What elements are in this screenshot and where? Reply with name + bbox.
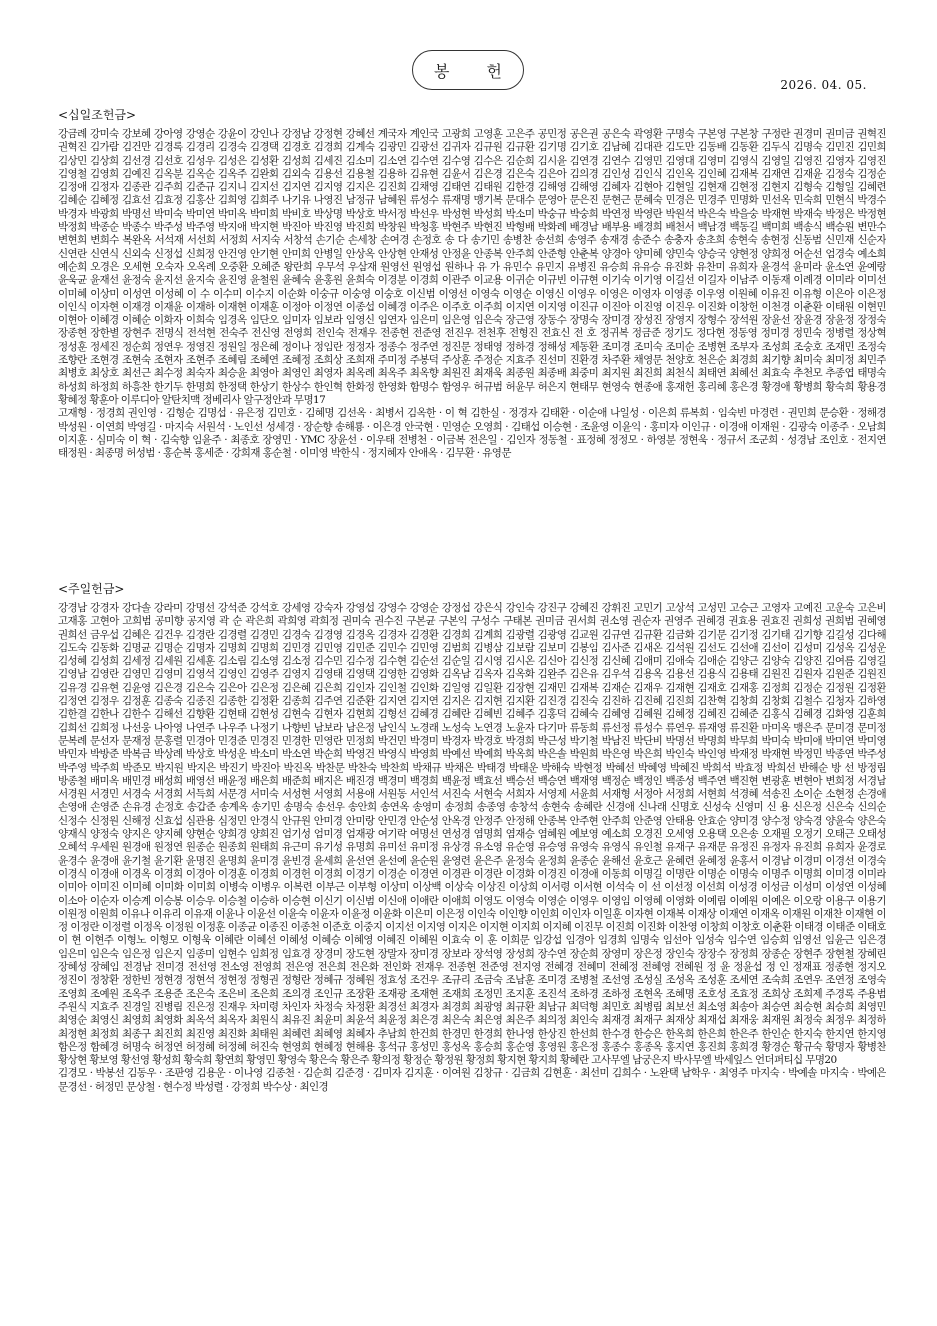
page-title: 봉 헌 — [412, 50, 524, 90]
tithe-couple-names: 고재형 · 정경희 권인영 · 김형순 김명섭 · 유은정 김민호 · 김혜명 김선옥 · 최병서 김옥한 · 이 혁 김한실 · 정경자 김태환 · 이순애 나일성 · 이은희 류복희 · 임숙빈 마경련 · 권민희 문승환 · 정해경 박성원 · 이연희 박영길 · 마지숙 서원석 · 노인선 성세경 · 장순향 송해룡 · 이은경 안국현 · 민영순 오영희 · 김태섭 이승현 · 조윤영 이윤익 · 홍미자 이인규 · 이경애 이재원 · 김광숙 이종주 · 오남희 이지훈 · 심미숙 이 혁 · 김숙향 임윤주 · 최종호 장영민 · YMC 장윤선 · 이우태 전병천 · 이금복 전은일 · 김인자 정동철 · 표정혜 정정모 · 하영분 정현욱 · 정규서 조군희 · 성경남 조인호 · 전지연 태정원 · 최종명 허성범 · 홍순복 홍세준 · 강희재 홍순철 · 이미영 박한식 · 정지혜자 안애옥 · 김무환 · 유영문 — [58, 407, 886, 460]
report-date: 2026. 04. 05. — [780, 78, 867, 92]
sunday-couple-names: 김경모 · 박봉선 김동우 · 조판영 김용운 · 이나영 김종천 · 김순희 김준경 · 김미자 김지훈 · 이여원 김창규 · 김금희 김현훈 · 최선미 김희수 · 노완택 남학우 · 최영주 마지숙 · 박예솔 마지숙 · 박예은 문경선 · 허정민 문상철 · 현수정 박성렬 · 강정희 박수상 · 최인경 — [58, 1067, 886, 1093]
section-title-tithe: <십일조헌금> — [58, 108, 137, 122]
sunday-names: 강경남 강경자 강다솔 강라미 강명선 강석준 강석호 강세영 강숙자 강영섭 강영수 강영순 강정섭 강은식 강인숙 강진구 강혜진 강휘진 고민기 고상석 고성민 고승근 고영자 고예진 고운숙 고은비 고재홍 고현아 고희범 공미향 공지영 곽 순 곽은희 곽희영 곽희정 권미숙 권수진 구본균 구본익 구성수 구태본 권미금 권서희 권소영 권순자 권영주 권혜경 권효용 권효진 권희성 권희범 권혜영 권희선 금우섭 김혜은 김건우 김경란 김경렬 김경민 김경숙 김경영 김경옥 김경자 김경환 김경희 김계희 김광렬 김광영 김교원 김규연 김규환 김금화 김기문 김기정 김기태 김기향 김길성 김다해 김도숙 김동화 김명균 김명순 김명자 김명희 김명희 김민경 김민영 김민준 김민수 김민영 김범희 김병삼 김보람 김보미 김봉임 김사준 김새온 김석원 김선도 김선애 김선이 김성미 김성옥 김성운 김성혜 김성희 김세정 김세원 김세훈 김소림 김소영 김소정 김수민 김수정 김수현 김순선 김순일 김시영 김시온 김신아 김신정 김신혜 김애미 김애숙 김애순 김양근 김양숙 김양진 김여름 김영길 김영남 김영란 김영민 김영미 김영석 김영인 김영주 김영지 김영태 김영택 김영한 김영화 김옥남 김옥자 김옥화 김완주 김은유 김우석 김용옥 김용선 김용식 김용태 김원진 김원자 김원준 김원진 김유경 김유현 김윤영 김은경 김은숙 김은아 김은정 김은혜 김은희 김인자 김인철 김인화 김일영 김일환 김장현 김재민 김재복 김재순 김재우 김재현 김재호 김재홍 김정희 김정순 김정원 김정환 김정연 김정우 김정훈 김종숙 김종진 김종한 김정환 김종희 김주연 김준환 김지연 김지연 김지은 김지현 김지환 김진경 김진숙 김진하 김진혜 김진희 김찬혁 김창희 김창회 김철수 김청자 김하영 김한결 김한나 김한수 김해선 김향환 김현태 김현성 김현숙 김현자 김현희 김형선 김혜경 김혜란 김혜빈 김혜주 김홍덕 김혜숙 김혜영 김혜원 김혜정 김혜진 김혜준 김홍식 김혜경 김화영 김훈희 김희선 김희정 나선웅 나아영 나연주 나우주 나정기 나향빈 남보라 남은정 남인식 노경래 노성숙 노연경 노윤자 다기마 류동희 류선정 류성수 류연우 류재영 류진환 마미옥 맹은주 문미경 문미정 문복례 문선자 문재정 문홍렬 민경아 민경준 민경진 민경한 민영란 민정희 박건민 박경미 박경자 박경호 박경희 박근성 박기철 박남진 박단비 박명선 박명희 박무희 박미숙 박미애 박미연 박미영 박민자 박방준 박복금 박상례 박상호 박성운 박소미 박소연 박순희 박영건 박영식 박영희 박예선 박예희 박옥희 박은솔 박원희 박은영 박은희 박인숙 박인영 박재정 박재현 박정민 박종연 박주성 박주영 박주희 박준모 박지원 박지은 박진기 박진아 박진옥 박찬문 박찬숙 박찬희 박채규 박채은 박태경 박태운 박해숙 박현정 박혜선 박혜영 박혜진 박희석 박효정 박희선 반해순 방 선 방정림 방종철 배미옥 배민경 배성희 배영선 배윤정 배은희 배준희 배지은 배진경 백경미 백경희 백윤정 백효선 백승선 백승연 백재영 백정순 백정인 백종성 백주연 백진현 변광훈 변현아 변희정 서경남 서경원 서경민 서경숙 서경희 서득희 서문경 서미숙 서성현 서영희 서용애 서원동 서인석 서진숙 서현숙 서희자 서영제 서윤희 서재형 서정아 서정희 서현희 석경혜 석송진 소이순 소현정 손경애 손영애 손영준 손유경 손정호 송갑준 송계옥 송기민 송명숙 송선우 송안희 송연옥 송영미 송정희 송종영 송창석 송현숙 송혜란 신경애 신나래 신명호 신성숙 신영미 신 용 신은정 신은숙 신의순 신정수 신정원 신해정 신효섭 심관용 심정민 안경식 안규원 안미경 안미랑 안민경 안순성 안옥경 안정주 안정해 안종복 안주현 안주희 안준영 안태용 안효순 양미경 양수정 양숙경 양윤숙 양은숙 양재식 양정숙 양지은 양지혜 양현순 양희경 양희진 엄기성 엄미경 엄재광 여기락 여명선 연성경 염명희 염재승 염혜원 예보영 예소희 오경진 오세영 오용택 오은송 오재필 오정기 오태근 오태성 오혜석 우세원 원경애 원정연 원종순 원종희 원태희 유근미 유기성 유명희 유미선 유미정 유상경 유소영 유순영 유승영 유영숙 유영식 유인철 유재구 유재문 유정진 유정자 유진희 유희자 윤경로 윤경수 윤경애 윤기철 윤기환 윤명진 윤명희 윤미경 윤빈경 윤세희 윤선연 윤선예 윤순원 윤영련 윤은주 윤정숙 윤정희 윤종순 윤해선 윤호근 윤혜련 윤혜정 윤홍서 이경남 이경미 이경선 이경숙 이경식 이경애 이경옥 이경희 이경아 이경훈 이경희 이경헌 이경희 이경기 이경순 이경연 이경관 이경란 이경화 이경진 이경애 이동희 이명길 이명란 이명순 이명숙 이명주 이명희 이미경 이미라 이미아 이미진 이미혜 이미화 이미희 이병숙 이병우 이복련 이부근 이부형 이상미 이상백 이상숙 이상진 이상희 이서령 이서현 이석숙 이 선 이선정 이선희 이성경 이성금 이성미 이성연 이성혜 이소아 이순자 이승계 이승봉 이승우 이승철 이승하 이승현 이신기 이신범 이신애 이애란 이애희 이영도 이영숙 이영순 이영우 이영임 이영혜 이영화 이예림 이예원 이예은 이오랑 이용구 이용기 이원정 이원희 이유나 이유리 이유재 이윤나 이윤선 이윤숙 이윤자 이윤정 이윤화 이은미 이은정 이인숙 이인향 이인희 이인자 이일훈 이자현 이재복 이재상 이재연 이재옥 이재원 이재찬 이재현 이 정 이정란 이정렬 이정옥 이정원 이정훈 이종균 이종진 이종천 이준호 이중지 이지선 이지영 이지은 이지현 이지희 이지혜 이진무 이진희 이진화 이찬영 이창희 이창호 이춘환 이태경 이태준 이태호 이 현 이현주 이형노 이형모 이형욱 이혜란 이혜선 이혜성 이혜승 이혜영 이혜진 이혜원 이효숙 이 훈 이희문 임강섭 임경아 임경희 임명숙 임선아 임성숙 임수연 임승희 임영선 임윤근 임은경 임은미 임은숙 임은정 임은지 임종미 임현수 임희정 임효경 장경미 장도현 장말자 장미경 장보라 장석영 장성희 장수연 장순희 장영미 장은정 장인숙 장장수 장정희 장종순 장현주 장현철 장혜린 장혜성 장혜임 전경남 전미경 전선영 전소영 전영희 전은영 전은희 전은화 전인화 전재우 전종현 전준영 전지영 전혜경 전혜미 전혜정 전혜영 전혜원 정 윤 정윤섭 정 인 정재표 정종현 정지오 정진이 정창환 정한빈 정현경 정현석 정현정 정형권 정형란 정혜규 정혜원 정효성 조건우 조규리 조금숙 조남훈 조미경 조병철 조선영 조성실 조성옥 조성훈 조세연 조숙희 조연우 조연정 조영숙 조영희 조예원 조옥주 조용준 조은숙 조은비 조은희 조의경 조인규 조장환 조재광 조재현 조재희 조정민 조지훈 조진석 조하경 조하정 조현옥 조혜명 조호성 조효정 조희상 조희제 주경록 주용범 주원식 지효주 진경일 진병림 진은정 진재우 차미령 차인자 차정숙 차정환 최경선 최경자 최경희 최광영 최규환 최남규 최덕형 최민호 최병림 최보선 최소영 최송아 최승연 최승현 최승희 최영민 최영순 최영신 최영희 최영화 최옥석 최옥자 최원식 최유진 최윤미 최윤석 최윤정 최은경 최은숙 최은영 최은주 최의정 최인숙 최재경 최재구 최재상 최재섭 최재웅 최재원 최정숙 최정우 최정하 최정현 최정희 최종구 최진희 최진영 최진화 최태원 최혜련 최혜영 최혜자 추남희 한건희 한경민 한경희 한나영 한상진 한선희 한수경 한승은 한옥희 한은희 한은주 한인순 한지숙 한지연 한지영 함은정 함혜경 허명숙 허정연 허정혜 허정혜 허진숙 현영희 현혜정 현해용 홍석규 홍성민 홍성옥 홍승희 홍순영 홍영원 홍은정 홍종수 홍종옥 홍지연 홍진희 홍희경 황경순 황규숙 황명자 황병찬 황상현 황보영 황선영 황성희 황숙희 황연희 황영민 황영숙 황은숙 황은주 황의정 황정순 황정원 황정희 황지현 황지희 황혜란 고사무엘 남궁은지 박사무엘 박세잎스 언더퍼티십 무명20 — [58, 602, 886, 1067]
section-title-sunday: <주일헌금> — [58, 582, 125, 596]
tithe-names: 강금례 강미숙 강보혜 강아영 강영순 강윤이 강인나 강정남 강정현 강혜선 계국자 계인국 고광희 고영훈 고은주 공민정 공은권 공은숙 곽영환 구명숙 구본영 구본창 구정란 권경미 권미금 권혁진 권혁진 김가람 김건만 김경록 김경리 김경숙 김경택 김경호 김경희 김계숙 김광민 김광선 김귀자 김규원 김규환 김기명 김기호 김남혜 김대관 김도만 김동배 김동환 김두식 김명숙 김민진 김민희 김상민 김상희 김선경 김선호 김성우 김성은 김성환 김성희 김세진 김소미 김소연 김수연 김수영 김수은 김순희 김시윤 김연경 김연수 김영민 김영대 김영미 김영식 김영일 김영진 김영자 김영진 김영철 김영희 김예진 김옥분 김옥순 김옥주 김완회 김외숙 김용선 김용철 김용하 김유현 김윤서 김은경 김은숙 김은아 김의경 김인성 김인식 김인옥 김인혜 김재복 김재연 김재윤 김정숙 김정순 김정애 김정자 김종관 김주희 김준규 김지니 김지선 김지연 김지영 김지은 김진희 김채영 김태연 김태원 김한경 김해영 김해영 김혜자 김현아 김현일 김현재 김현정 김현지 김형숙 김형일 김혜련 김혜순 김혜정 김효선 김효정 김홍산 김희영 김희주 나기유 나영진 남정규 남혜원 류성수 류재명 맹기복 문대수 문영아 문은진 문현근 문혜숙 민경은 민경주 민명화 민선옥 민숙희 민현식 박경수 박경자 박광희 박명선 박미숙 박미연 박미옥 박미희 박비호 박상명 박상호 박서정 박선우 박성현 박성희 박소미 박숭규 박숭희 박연정 박영란 박원석 박은숙 박을숭 박재현 박재숙 박정은 박정현 박정희 박종순 박종수 박주성 박주영 박지애 박지현 박진아 박진영 박진희 박창원 박청홍 박현주 박현진 박형배 박화례 배경남 배부용 배경희 배천서 백남경 백동길 백미희 백송식 백승원 변만수 변현희 변희수 복완옥 서석재 서선희 서정희 서지숙 서창석 손기순 손세창 손여경 손정호 송 다 송기민 송병찬 송선희 송영주 송재경 송준수 송충자 송초희 송현숙 송현정 신동범 신민재 신순자 신연란 신연식 신외숙 신정섭 신희정 안건영 안기현 안미희 안병일 안상옥 안상현 안재성 안정윤 안종복 안주희 안준형 안춘복 양경아 양미혜 양민숙 양승국 양현정 양희정 어순선 엄경숙 예소희 예순희 오경은 오세현 오숙자 오옥례 오중환 오혜준 왕란희 우무석 우삼재 원영선 원영섭 원하나 유 가 유민수 유민지 유병진 유승희 유유승 유진화 유찬미 유희자 윤경석 윤미라 윤소연 윤예랑 윤욱균 윤재선 윤정숙 윤지선 윤지숙 윤진영 윤철원 윤혜숙 윤홍원 윤희숙 이경분 이경희 이관주 이교용 이귀순 이규빈 이규현 이기숙 이기영 이길선 이길자 이남주 이동재 이례경 이미라 이미선 이미혜 이상미 이성연 이성혜 이 수 이수미 이수지 이순화 이숭규 이숭영 이숭호 이신범 이영선 이영숙 이영순 이영신 이영우 이영은 이영자 이영종 이우영 이원혜 이유진 이유형 이은아 이은정 이인식 이자현 이재경 이재윤 이재하 이재현 이재훈 이정아 이정연 이종섭 이혜경 이주은 이주호 이주희 이지연 이지영 이진규 이진아 이진영 이진우 이진화 이창헌 이천경 이춘환 이태원 이현민 이현아 이혜경 이혜순 이화자 이희숙 임경옥 임단오 임미자 임보라 임영신 임연자 임은미 임은영 임은숙 장근영 장동수 장명숙 장미경 장성진 장영지 장형수 장석원 장윤선 장윤경 장윤정 장정숙 장종현 장한별 장현주 전명식 전석현 전숙주 전신영 전영희 전인숙 전재우 전종현 전준영 전진우 전천후 전형진 전효신 전 호 정귀복 정금준 정기도 정다현 정동영 정미경 정민숙 정병렬 정상혁 정성훈 정세진 정순희 정연우 정영진 정원일 정은혜 정이나 정임란 정정자 정종수 정주연 정진문 정태영 정하경 정해성 제동환 조미경 조미숙 조미순 조병현 조부자 조성희 조숭호 조재민 조정숙 조향란 조현경 조현숙 조현자 조현주 조혜림 조혜연 조혜정 조희상 조희재 주미정 주봉덕 주상훈 주정순 지효주 진선미 진환경 차주환 채영문 천양호 천은순 최경희 최기향 최미숙 최미정 최민주 최병호 최상호 최선근 최수정 최숙자 최승윤 최영아 최영인 최영자 최옥례 최옥주 최옥향 최원진 최재욱 최종원 최종배 최중미 최지원 최진희 최천식 최태연 최혜선 최효숙 추천모 추종엽 태명숙 하성희 하정희 하흥찬 한기두 한명희 한정택 한상기 한상수 한인혁 한화정 한영화 함명수 함영우 허규범 허윤무 허은지 현태무 현영숙 현종애 홍재헌 홍리혜 홍은경 황경애 황병희 황숙희 황용경 황혜정 황훈아 이루디아 알탄치맥 정베리사 알구정안과 무명17 — [58, 128, 886, 406]
tithe-section — [58, 108, 886, 584]
sunday-names-list — [58, 602, 886, 1326]
sunday-offering-section — [58, 582, 886, 1326]
tithe-names-list — [58, 128, 886, 584]
